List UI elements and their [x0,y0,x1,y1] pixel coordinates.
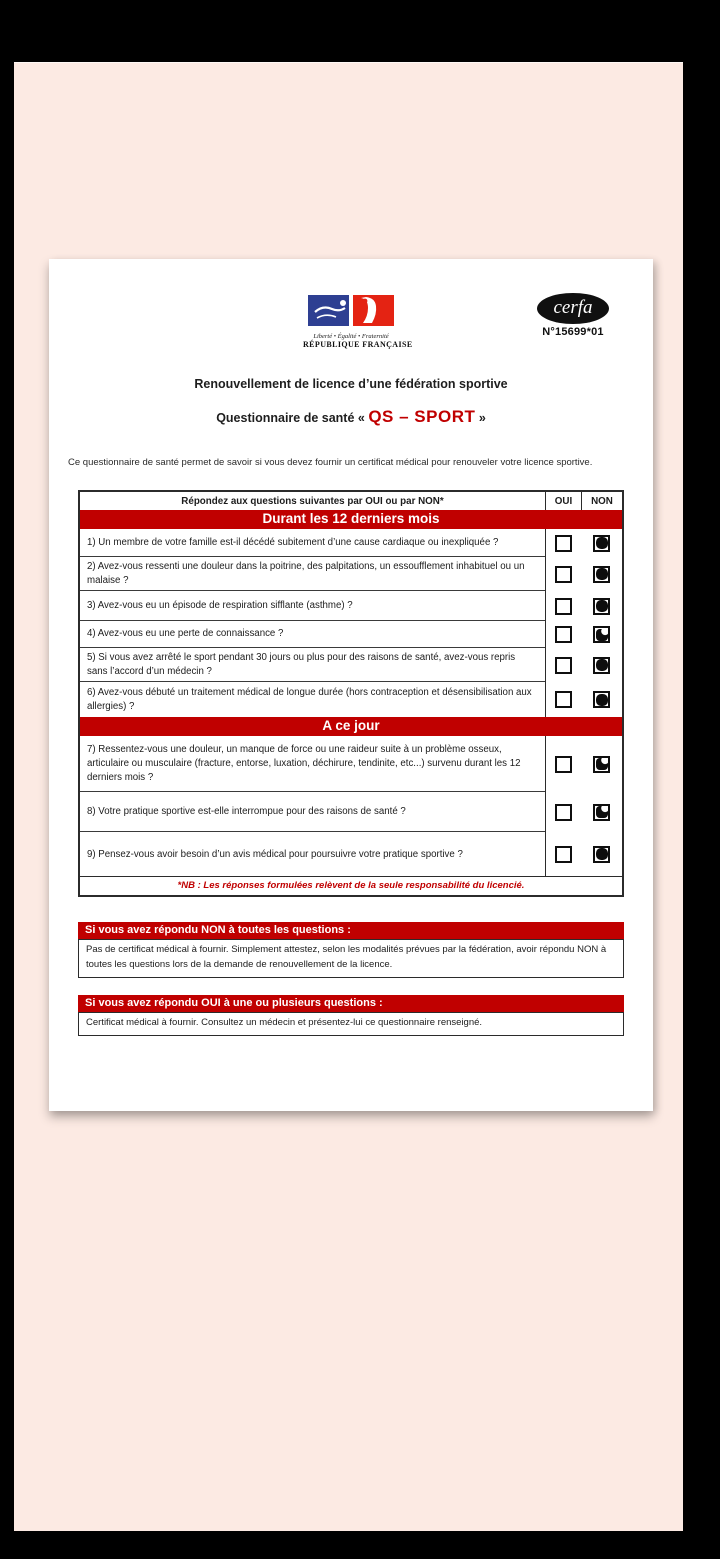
document-header [49,259,653,355]
question-text: 2) Avez-vous ressenti une douleur dans la poitrine, des palpitations, un essoufflement inhabituel ou un malaise ? [80,557,545,591]
checkbox-oui[interactable] [555,566,572,583]
table-footnote: *NB : Les réponses formulées relèvent de la seule responsabilité du licencié. [80,876,622,895]
marianne-motto: Liberté • Égalité • Fraternité [313,333,389,340]
section-header-last-12-months: Durant les 12 derniers mois [80,510,622,529]
marianne-country: RÉPUBLIQUE FRANÇAISE [303,340,413,349]
checkbox-non[interactable] [593,804,610,821]
cerfa-ellipse-icon [537,293,609,324]
page-background [14,62,683,1531]
document-title: Renouvellement de licence d’une fédération sportive [194,377,508,391]
document-page [49,259,653,1111]
document-subtitle [49,407,653,427]
checkbox-oui[interactable] [555,804,572,821]
checkbox-non[interactable] [593,691,610,708]
column-header-non: NON [581,492,622,510]
result-oui-heading: Si vous avez répondu OUI à une ou plusieurs questions : [78,995,624,1012]
republique-francaise-logo [303,295,413,349]
question-text: 4) Avez-vous eu une perte de connaissance ? [80,621,545,648]
checkbox-oui[interactable] [555,598,572,615]
question-row [80,648,622,682]
checkbox-oui[interactable] [555,626,572,643]
question-row [80,792,622,832]
question-row [80,736,622,792]
question-row [80,591,622,621]
health-questionnaire-table [78,490,624,897]
question-text: 7) Ressentez-vous une douleur, un manque de force ou une raideur suite à un problème osseux, articulaire ou musculaire (fracture, entorse, luxation, déchirure, tendinite, etc...) survenu durant les 12 derniers mois ? [80,736,545,792]
table-instruction: Répondez aux questions suivantes par OUI ou par NON* [181,496,444,507]
question-row [80,621,622,648]
cerfa-label: cerfa [553,297,593,318]
checkbox-oui[interactable] [555,846,572,863]
checkbox-non[interactable] [593,566,610,583]
result-box-oui [78,995,624,1036]
checkbox-oui[interactable] [555,756,572,773]
subtitle-highlight: QS – SPORT [368,407,476,426]
checkbox-non[interactable] [593,535,610,552]
question-text: 1) Un membre de votre famille est-il décédé subitement d’une cause cardiaque ou inexpliquée ? [80,529,545,557]
subtitle-suffix: » [475,411,486,425]
result-non-body: Pas de certificat médical à fournir. Simplement attestez, selon les modalités prévues par la fédération, avoir répondu NON à toutes les questions lors de la demande de renouvellement de la licence. [78,939,624,978]
french-flag-marianne-icon [303,295,399,327]
question-text: 5) Si vous avez arrêté le sport pendant 30 jours ou plus pour des raisons de santé, avez-vous repris sans l’accord d’un médecin ? [80,648,545,682]
result-non-heading: Si vous avez répondu NON à toutes les questions : [78,922,624,939]
cerfa-logo [535,293,611,338]
question-text: 6) Avez-vous débuté un traitement médical de longue durée (hors contraception et désensibilisation aux allergies) ? [87,687,532,712]
checkbox-oui[interactable] [555,535,572,552]
result-oui-body: Certificat médical à fournir. Consultez un médecin et présentez-lui ce questionnaire renseigné. [78,1012,624,1036]
intro-text: Ce questionnaire de santé permet de savoir si vous devez fournir un certificat médical pour renouveler votre licence sportive. [68,457,593,468]
checkbox-non[interactable] [593,657,610,674]
question-text: 3) Avez-vous eu un épisode de respiration sifflante (asthme) ? [80,591,545,621]
question-text: 8) Votre pratique sportive est-elle interrompue pour des raisons de santé ? [80,792,545,832]
question-row [80,682,622,717]
section-header-today: A ce jour [80,717,622,736]
checkbox-non[interactable] [593,626,610,643]
checkbox-oui[interactable] [555,657,572,674]
question-text: 9) Pensez-vous avoir besoin d’un avis médical pour poursuivre votre pratique sportive ? [87,848,463,860]
table-header-row [80,492,622,510]
result-box-non [78,922,624,978]
subtitle-prefix: Questionnaire de santé « [216,411,369,425]
cerfa-form-number: N°15699*01 [542,326,604,338]
question-row [80,529,622,557]
checkbox-non[interactable] [593,846,610,863]
checkbox-oui[interactable] [555,691,572,708]
question-row [80,832,622,876]
checkbox-non[interactable] [593,756,610,773]
column-header-oui: OUI [545,492,581,510]
checkbox-non[interactable] [593,598,610,615]
question-row [80,557,622,591]
